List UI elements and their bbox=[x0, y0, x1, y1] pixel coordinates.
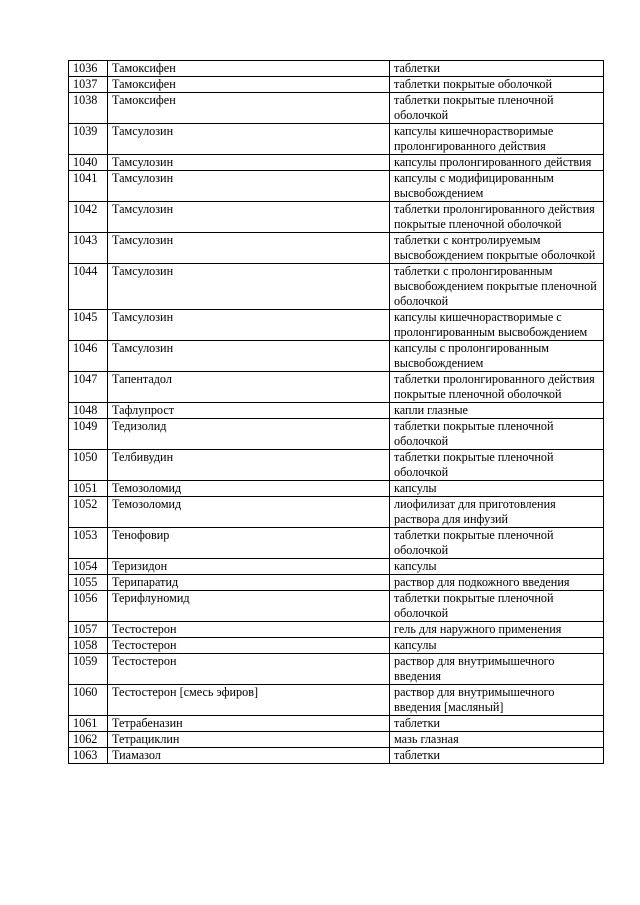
table-row bbox=[69, 341, 604, 372]
drug-name-cell: Телбивудин bbox=[108, 450, 390, 481]
row-number-cell: 1036 bbox=[69, 61, 108, 77]
row-number-cell: 1048 bbox=[69, 403, 108, 419]
row-number-cell: 1054 bbox=[69, 559, 108, 575]
drug-name-cell: Тамоксифен bbox=[108, 93, 390, 124]
drug-name-cell: Темозоломид bbox=[108, 481, 390, 497]
dosage-form-cell: таблетки bbox=[390, 61, 604, 77]
row-number-cell: 1061 bbox=[69, 716, 108, 732]
table-row bbox=[69, 124, 604, 155]
table-row bbox=[69, 202, 604, 233]
dosage-form-cell: таблетки покрытые пленочной оболочкой bbox=[390, 528, 604, 559]
drug-name-cell: Тапентадол bbox=[108, 372, 390, 403]
row-number-cell: 1049 bbox=[69, 419, 108, 450]
table-row bbox=[69, 403, 604, 419]
table-row bbox=[69, 591, 604, 622]
drug-name-cell: Тиамазол bbox=[108, 748, 390, 764]
table-row bbox=[69, 497, 604, 528]
dosage-form-cell: капсулы кишечнорастворимые пролонгированного действия bbox=[390, 124, 604, 155]
row-number-cell: 1042 bbox=[69, 202, 108, 233]
table-body bbox=[69, 61, 604, 764]
row-number-cell: 1053 bbox=[69, 528, 108, 559]
row-number-cell: 1055 bbox=[69, 575, 108, 591]
dosage-form-cell: мазь глазная bbox=[390, 732, 604, 748]
table-row bbox=[69, 419, 604, 450]
drug-name-cell: Тетрациклин bbox=[108, 732, 390, 748]
row-number-cell: 1038 bbox=[69, 93, 108, 124]
drug-name-cell: Тамсулозин bbox=[108, 202, 390, 233]
row-number-cell: 1050 bbox=[69, 450, 108, 481]
row-number-cell: 1047 bbox=[69, 372, 108, 403]
table-row bbox=[69, 481, 604, 497]
drug-name-cell: Тамсулозин bbox=[108, 233, 390, 264]
drug-name-cell: Тестостерон bbox=[108, 622, 390, 638]
table-row bbox=[69, 732, 604, 748]
dosage-form-cell: таблетки пролонгированного действия покрытые пленочной оболочкой bbox=[390, 202, 604, 233]
dosage-form-cell: капсулы bbox=[390, 559, 604, 575]
drug-name-cell: Тамсулозин bbox=[108, 124, 390, 155]
table-row bbox=[69, 685, 604, 716]
row-number-cell: 1057 bbox=[69, 622, 108, 638]
row-number-cell: 1060 bbox=[69, 685, 108, 716]
drug-name-cell: Темозоломид bbox=[108, 497, 390, 528]
drug-name-cell: Теризидон bbox=[108, 559, 390, 575]
table-row bbox=[69, 264, 604, 310]
row-number-cell: 1062 bbox=[69, 732, 108, 748]
row-number-cell: 1059 bbox=[69, 654, 108, 685]
table-row bbox=[69, 171, 604, 202]
drug-name-cell: Тестостерон [смесь эфиров] bbox=[108, 685, 390, 716]
drug-name-cell: Тамоксифен bbox=[108, 61, 390, 77]
table-row bbox=[69, 638, 604, 654]
row-number-cell: 1040 bbox=[69, 155, 108, 171]
table-row bbox=[69, 575, 604, 591]
table-row bbox=[69, 310, 604, 341]
row-number-cell: 1046 bbox=[69, 341, 108, 372]
drug-name-cell: Тедизолид bbox=[108, 419, 390, 450]
row-number-cell: 1051 bbox=[69, 481, 108, 497]
row-number-cell: 1056 bbox=[69, 591, 108, 622]
document-page bbox=[68, 60, 603, 764]
dosage-form-cell: таблетки покрытые пленочной оболочкой bbox=[390, 93, 604, 124]
table-row bbox=[69, 716, 604, 732]
drug-name-cell: Тамсулозин bbox=[108, 264, 390, 310]
dosage-form-cell: капсулы с модифицированным высвобождением bbox=[390, 171, 604, 202]
table-row bbox=[69, 93, 604, 124]
row-number-cell: 1041 bbox=[69, 171, 108, 202]
row-number-cell: 1058 bbox=[69, 638, 108, 654]
drug-name-cell: Тафлупрост bbox=[108, 403, 390, 419]
row-number-cell: 1052 bbox=[69, 497, 108, 528]
dosage-form-cell: таблетки пролонгированного действия покрытые пленочной оболочкой bbox=[390, 372, 604, 403]
dosage-form-cell: капсулы bbox=[390, 638, 604, 654]
drug-name-cell: Терипаратид bbox=[108, 575, 390, 591]
drug-name-cell: Тамсулозин bbox=[108, 341, 390, 372]
table-row bbox=[69, 61, 604, 77]
dosage-form-cell: таблетки покрытые пленочной оболочкой bbox=[390, 419, 604, 450]
table-row bbox=[69, 748, 604, 764]
drug-name-cell: Тамсулозин bbox=[108, 171, 390, 202]
dosage-form-cell: таблетки покрытые пленочной оболочкой bbox=[390, 450, 604, 481]
row-number-cell: 1037 bbox=[69, 77, 108, 93]
table-row bbox=[69, 622, 604, 638]
dosage-form-cell: капсулы кишечнорастворимые с пролонгированным высвобождением bbox=[390, 310, 604, 341]
dosage-form-cell: таблетки bbox=[390, 716, 604, 732]
dosage-form-cell: таблетки с контролируемым высвобождением покрытые оболочкой bbox=[390, 233, 604, 264]
dosage-form-cell: гель для наружного применения bbox=[390, 622, 604, 638]
dosage-form-cell: капсулы пролонгированного действия bbox=[390, 155, 604, 171]
row-number-cell: 1039 bbox=[69, 124, 108, 155]
row-number-cell: 1063 bbox=[69, 748, 108, 764]
drug-name-cell: Тестостерон bbox=[108, 654, 390, 685]
drug-name-cell: Тамсулозин bbox=[108, 155, 390, 171]
table-row bbox=[69, 559, 604, 575]
row-number-cell: 1043 bbox=[69, 233, 108, 264]
dosage-form-cell: капли глазные bbox=[390, 403, 604, 419]
table-row bbox=[69, 233, 604, 264]
drug-name-cell: Тестостерон bbox=[108, 638, 390, 654]
drug-name-cell: Терифлуномид bbox=[108, 591, 390, 622]
dosage-form-cell: лиофилизат для приготовления раствора для инфузий bbox=[390, 497, 604, 528]
dosage-form-cell: таблетки с пролонгированным высвобождением покрытые пленочной оболочкой bbox=[390, 264, 604, 310]
drug-name-cell: Тамоксифен bbox=[108, 77, 390, 93]
row-number-cell: 1044 bbox=[69, 264, 108, 310]
dosage-form-cell: таблетки покрытые оболочкой bbox=[390, 77, 604, 93]
row-number-cell: 1045 bbox=[69, 310, 108, 341]
table-row bbox=[69, 528, 604, 559]
drug-name-cell: Тенофовир bbox=[108, 528, 390, 559]
dosage-form-cell: раствор для внутримышечного введения [масляный] bbox=[390, 685, 604, 716]
dosage-form-cell: раствор для подкожного введения bbox=[390, 575, 604, 591]
table-row bbox=[69, 654, 604, 685]
drug-list-table bbox=[68, 60, 604, 764]
dosage-form-cell: таблетки покрытые пленочной оболочкой bbox=[390, 591, 604, 622]
table-row bbox=[69, 450, 604, 481]
dosage-form-cell: таблетки bbox=[390, 748, 604, 764]
drug-name-cell: Тамсулозин bbox=[108, 310, 390, 341]
table-row bbox=[69, 372, 604, 403]
dosage-form-cell: капсулы bbox=[390, 481, 604, 497]
drug-name-cell: Тетрабеназин bbox=[108, 716, 390, 732]
dosage-form-cell: раствор для внутримышечного введения bbox=[390, 654, 604, 685]
table-row bbox=[69, 155, 604, 171]
table-row bbox=[69, 77, 604, 93]
dosage-form-cell: капсулы с пролонгированным высвобождением bbox=[390, 341, 604, 372]
